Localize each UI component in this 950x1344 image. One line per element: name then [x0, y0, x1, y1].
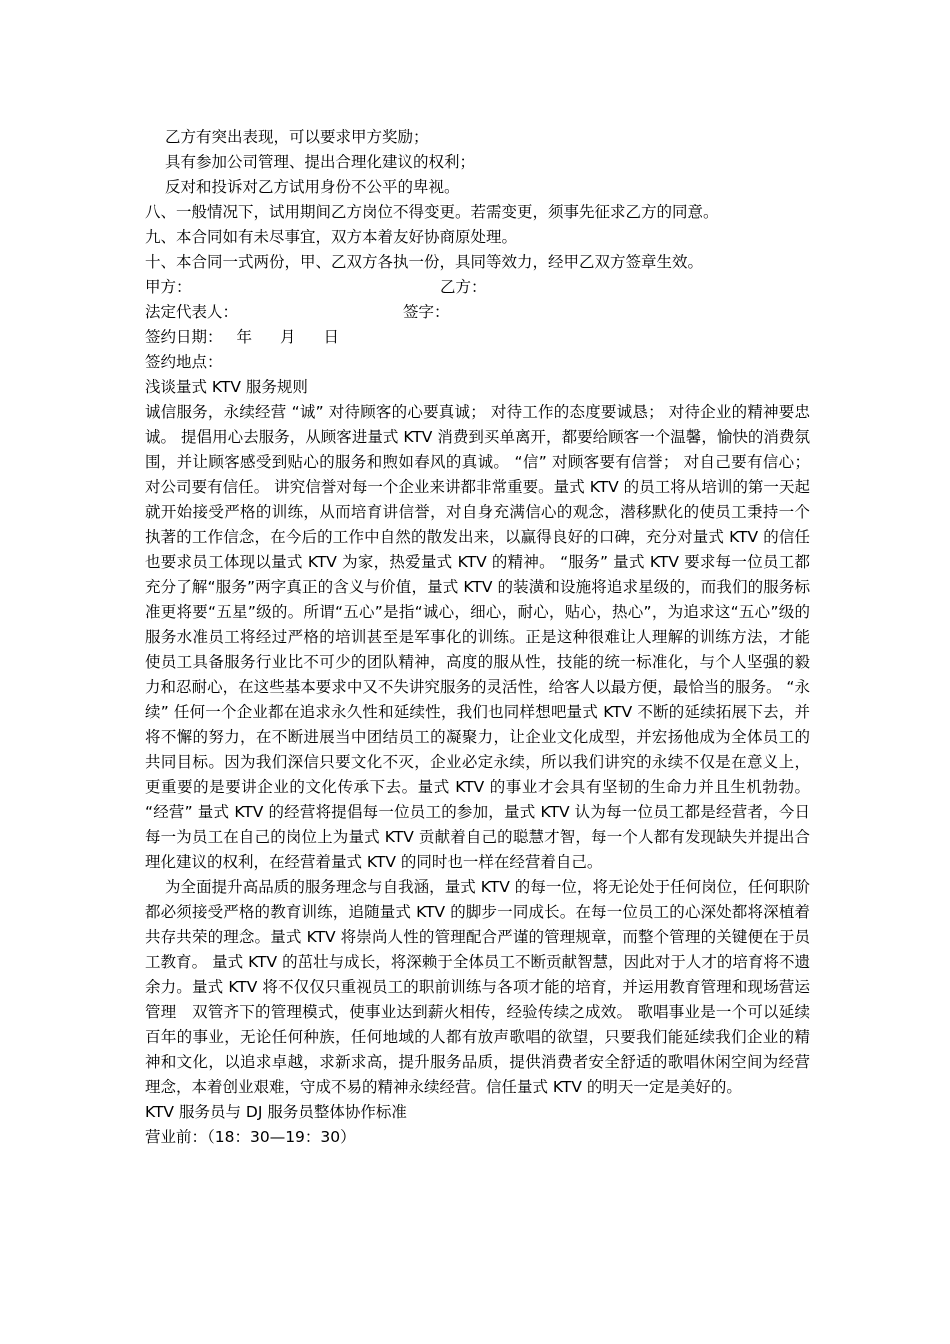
- pre-business-time: 营业前：（18：30—19：30）: [145, 1128, 356, 1146]
- representative-row: [145, 300, 810, 325]
- section-title: KTV 服务员与 DJ 服务员整体协作标准: [145, 1103, 407, 1121]
- party-b-label: 乙方：: [440, 278, 487, 296]
- article-paragraph-1: 诚信服务，永续经营 “诚” 对待顾客的心要真诚； 对待工作的态度要诚恳； 对待企业的精神要忠诚。 提倡用心去服务，从顾客进量式 KTV 消费到买单离开，都要给顾客一个温馨，愉快的消费氛围，并让顾客感受到贴心的服务和煦如春风的真诚。 “信” 对顾客要有信誉； 对自己要有信心； 对公司要有信任。 讲究信誉对每一个企业来讲都非常重要。量式 KTV 的员工将从培训的第一天起就开始接受严格的训练，从而培育讲信誉，对自身充满信心的观念，潜移默化的使员工秉持一个执著的工作信念，在今后的工作中自然的散发出来，以赢得良好的口碑，充分对量式 KTV 的信任也要求员工体现以量式 KTV 为家，热爱量式 KTV 的精神。 “服务” 量式 KTV 要求每一位员工都充分了解“服务”两字真正的含义与价值，量式 KTV 的装潢和设施将追求星级的，而我们的服务标准更将要“五星”级的。所谓“五心”是指“诚心，细心，耐心，贴心，热心”，为追求这“五心”级的服务水准员工将经过严格的培训甚至是军事化的训练。正是这种很难让人理解的训练方法，才能使员工具备服务行业比不可少的团队精神，高度的服从性，技能的统一标准化，与个人坚强的毅力和忍耐心，在这些基本要求中又不失讲究服务的灵活性，给客人以最方便，最恰当的服务。 “永续” 任何一个企业都在追求永久性和延续性，我们也同样想吧量式 KTV 不断的延续拓展下去，并将不懈的努力，在不断进展当中团结员工的凝聚力，让企业文化成型，并宏扬他成为全体员工的共同目标。因为我们深信只要文化不灭，企业必定永续，所以我们讲究的永续不仅是在意义上，更重要的是要讲企业的文化传承下去。量式 KTV 的事业才会具有坚韧的生命力并且生机勃勃。 “经营” 量式 KTV 的经营将提倡每一位员工的参加，量式 KTV 认为每一位员工都是经营者，今日每一为员工在自己的岗位上为量式 KTV 贡献着自己的聪慧才智，每一个人都有发现缺失并提出合理化建议的权利，在经营着量式 KTV 的同时也一样在经营着自己。: [145, 403, 810, 871]
- party-row: [145, 275, 810, 300]
- article-paragraph-2: 为全面提升高品质的服务理念与自我涵，量式 KTV 的每一位，将无论处于任何岗位，任何职阶都必须接受严格的教育训练，追随量式 KTV 的脚步一同成长。在每一位员工的心深处都将深植着共存共荣的理念。量式 KTV 将崇尚人性的管理配合严谨的管理规章，而整个管理的关键便在于员工教育。 量式 KTV 的茁壮与成长，将深赖于全体员工不断贡献智慧，因此对于人才的培育将不遗余力。量式 KTV 将不仅仅只重视员工的职前训练与各项才能的培育，并运用教育管理和现场营运管理 双管齐下的管理模式，使事业达到薪火相传，经验传续之成效。 歌唱事业是一个可以延续百年的事业，无论任何种族，任何地域的人都有放声歌唱的欲望，只要我们能延续我们企业的精神和文化，以追求卓越，求新求高，提升服务品质，提供消费者安全舒适的歌唱休闲空间为经营理念，本着创业艰难，守成不易的精神永续经营。信任量式 KTV 的明天一定是美好的。: [145, 878, 810, 1096]
- party-a-label: 甲方：: [145, 278, 192, 296]
- contract-clause-9: 九、本合同如有未尽事宜，双方本着友好协商原处理。: [145, 228, 518, 246]
- article-title: 浅谈量式 KTV 服务规则: [145, 378, 308, 396]
- contract-item-complaint: 反对和投诉对乙方试用身份不公平的卑视。: [165, 178, 460, 196]
- document-body: [145, 125, 810, 1150]
- sign-date-year: 年: [236, 328, 253, 346]
- contract-clause-8: 八、一般情况下，试用期间乙方岗位不得变更。若需变更，须事先征求乙方的同意。: [145, 203, 719, 221]
- contract-clause-10: 十、本合同一式两份，甲、乙双方各执一份，具同等效力，经甲乙双方签章生效。: [145, 253, 704, 271]
- signature-label: 签字：: [403, 303, 450, 321]
- sign-date-label: 签约日期：: [145, 328, 223, 346]
- sign-date-month: 月: [280, 328, 296, 346]
- sign-date-row: [145, 325, 810, 350]
- contract-item-management: 具有参加公司管理、提出合理化建议的权利；: [165, 153, 476, 171]
- sign-place-label: 签约地点：: [145, 353, 223, 371]
- sign-date-day: 日: [323, 328, 340, 346]
- contract-item-reward: 乙方有突出表现，可以要求甲方奖励；: [165, 128, 429, 146]
- legal-rep-label: 法定代表人：: [145, 303, 239, 321]
